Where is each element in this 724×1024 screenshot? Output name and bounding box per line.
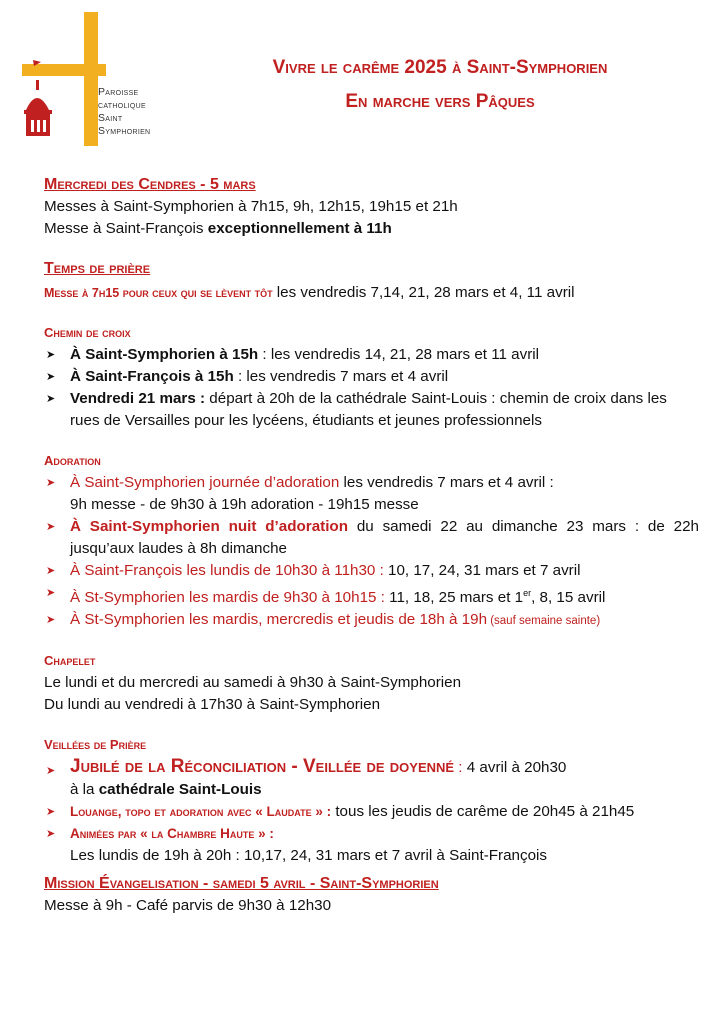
list-item (44, 609, 699, 632)
emphasis: À Saint-François à 15h (70, 368, 234, 385)
text: 9h messe - de 9h30 à 19h adoration - 19h15 messe (70, 496, 419, 513)
emphasis: Messe à 7h15 pour ceux qui se lèvent tôt (44, 286, 273, 300)
section-priere (44, 258, 699, 304)
arrow-bullet-icon: ➤ (46, 614, 56, 627)
section-adoration (44, 450, 699, 632)
logo-line-2: catholique (98, 99, 146, 111)
emphasis: À Saint-Symphorien à 15h (70, 346, 259, 363)
emphasis: Jubilé de la Réconciliation - Veillée de doyenné (70, 756, 455, 778)
logo-line-1: Paroisse (98, 86, 139, 98)
list-item (44, 756, 699, 801)
list-item (44, 823, 699, 867)
emphasis: À Saint-Symphorien journée d’adoration (70, 474, 340, 491)
text: : les vendredis 14, 21, 28 mars et 11 avril (258, 346, 540, 363)
text: Messe à Saint-François (44, 220, 208, 237)
emphasis: À St-Symphorien les mardis de 9h30 à 10h15 : (70, 589, 385, 607)
text: : les vendredis 7 mars et 4 avril (233, 368, 449, 385)
section-heading: Veillées de Prière (44, 737, 147, 753)
text-line (44, 218, 699, 240)
page-subtitle: En marche vers Pâques (345, 91, 535, 112)
section-heading: Adoration (44, 453, 101, 468)
parish-logo (22, 12, 182, 152)
chemin-list (44, 344, 699, 432)
text: 4 avril à 20h30 (466, 759, 567, 777)
logo-line-3: Saint (98, 112, 123, 124)
list-item (44, 801, 699, 823)
text: à la (70, 781, 99, 799)
logo-text (98, 86, 150, 138)
list-item (44, 388, 699, 432)
emphasis: cathédrale Saint-Louis (98, 781, 262, 799)
logo-line-4: Symphorien (98, 125, 151, 137)
section-heading: Temps de prière (44, 260, 151, 277)
text: 10, 17, 24, 31 mars et 7 avril (383, 562, 581, 579)
section-mission (44, 873, 699, 917)
arrow-bullet-icon: ➤ (46, 806, 56, 819)
section-cendres (44, 174, 699, 240)
arrow-bullet-icon: ➤ (46, 765, 56, 778)
section-heading: Chapelet (44, 653, 96, 669)
emphasis: Louange, topo et adoration avec « Laudate » : (70, 804, 332, 820)
note: (sauf semaine sainte) (487, 615, 601, 628)
arrow-bullet-icon: ➤ (46, 393, 56, 405)
veillees-list (44, 756, 699, 867)
text-line: Du lundi au vendredi à 17h30 à Saint-Symphorien (44, 696, 381, 714)
section-chapelet (44, 650, 699, 716)
adoration-list (44, 472, 699, 632)
section-heading: Chemin de croix (44, 325, 131, 340)
arrow-bullet-icon: ➤ (46, 587, 56, 599)
arrow-bullet-icon: ➤ (46, 828, 56, 841)
section-heading: Mercredi des Cendres - 5 mars (44, 176, 256, 193)
text: 11, 18, 25 mars et 1 (384, 589, 524, 607)
emphasis: À Saint-Symphorien nuit d’adoration (70, 518, 348, 535)
arrow-bullet-icon: ➤ (46, 521, 56, 533)
text: du samedi 22 au dimanche 23 mars : de 22h jusqu’aux laudes à 8h dimanche (70, 518, 700, 557)
text: les vendredis 7 mars et 4 avril : (339, 474, 554, 491)
list-item (44, 582, 699, 609)
list-item (44, 516, 699, 560)
section-chemin (44, 322, 699, 432)
section-veillees (44, 734, 699, 867)
arrow-bullet-icon: ➤ (46, 349, 56, 361)
text-line: Messes à Saint-Symphorien à 7h15, 9h, 12h15, 19h15 et 21h (44, 198, 458, 215)
text-line (44, 282, 699, 304)
list-item (44, 472, 699, 516)
arrow-bullet-icon: ➤ (46, 477, 56, 489)
list-item (44, 344, 699, 366)
text: Les lundis de 19h à 20h : 10,17, 24, 31 mars et 7 avril à Saint-François (70, 847, 547, 865)
list-item (44, 560, 699, 582)
emphasis: Animées par « la Chambre Haute » : (70, 826, 274, 842)
emphasis: À Saint-François les lundis de 10h30 à 11h30 : (70, 562, 384, 579)
emphasis: Vendredi 21 mars : (70, 390, 206, 407)
emphasis: À St-Symphorien les mardis, mercredis et jeudis de 18h à 19h (70, 611, 488, 629)
superscript: er (523, 588, 532, 598)
text-line: Messe à 9h - Café parvis de 9h30 à 12h30 (44, 897, 332, 915)
text: les vendredis 7,14, 21, 28 mars et 4, 11 avril (272, 284, 575, 301)
text: départ à 20h de la cathédrale Saint-Louis : chemin de croix dans les rues de Versailles pour les lycéens, étudiants et jeunes professionnels (70, 390, 667, 429)
text-line: Le lundi et du mercredi au samedi à 9h30 à Saint-Symphorien (44, 674, 462, 692)
emphasis: exceptionnellement à 11h (207, 220, 392, 237)
arrow-bullet-icon: ➤ (46, 371, 56, 383)
text: : (454, 759, 467, 777)
arrow-bullet-icon: ➤ (46, 565, 56, 577)
page-title: Vivre le carême 2025 à Saint-Symphorien (272, 57, 608, 78)
text: , 8, 15 avril (531, 589, 606, 607)
text: tous les jeudis de carême de 20h45 à 21h45 (331, 803, 635, 821)
section-heading: Mission Évangelisation - samedi 5 avril - Saint-Symphorien (44, 875, 439, 893)
main-content (44, 174, 699, 917)
list-item (44, 366, 699, 388)
